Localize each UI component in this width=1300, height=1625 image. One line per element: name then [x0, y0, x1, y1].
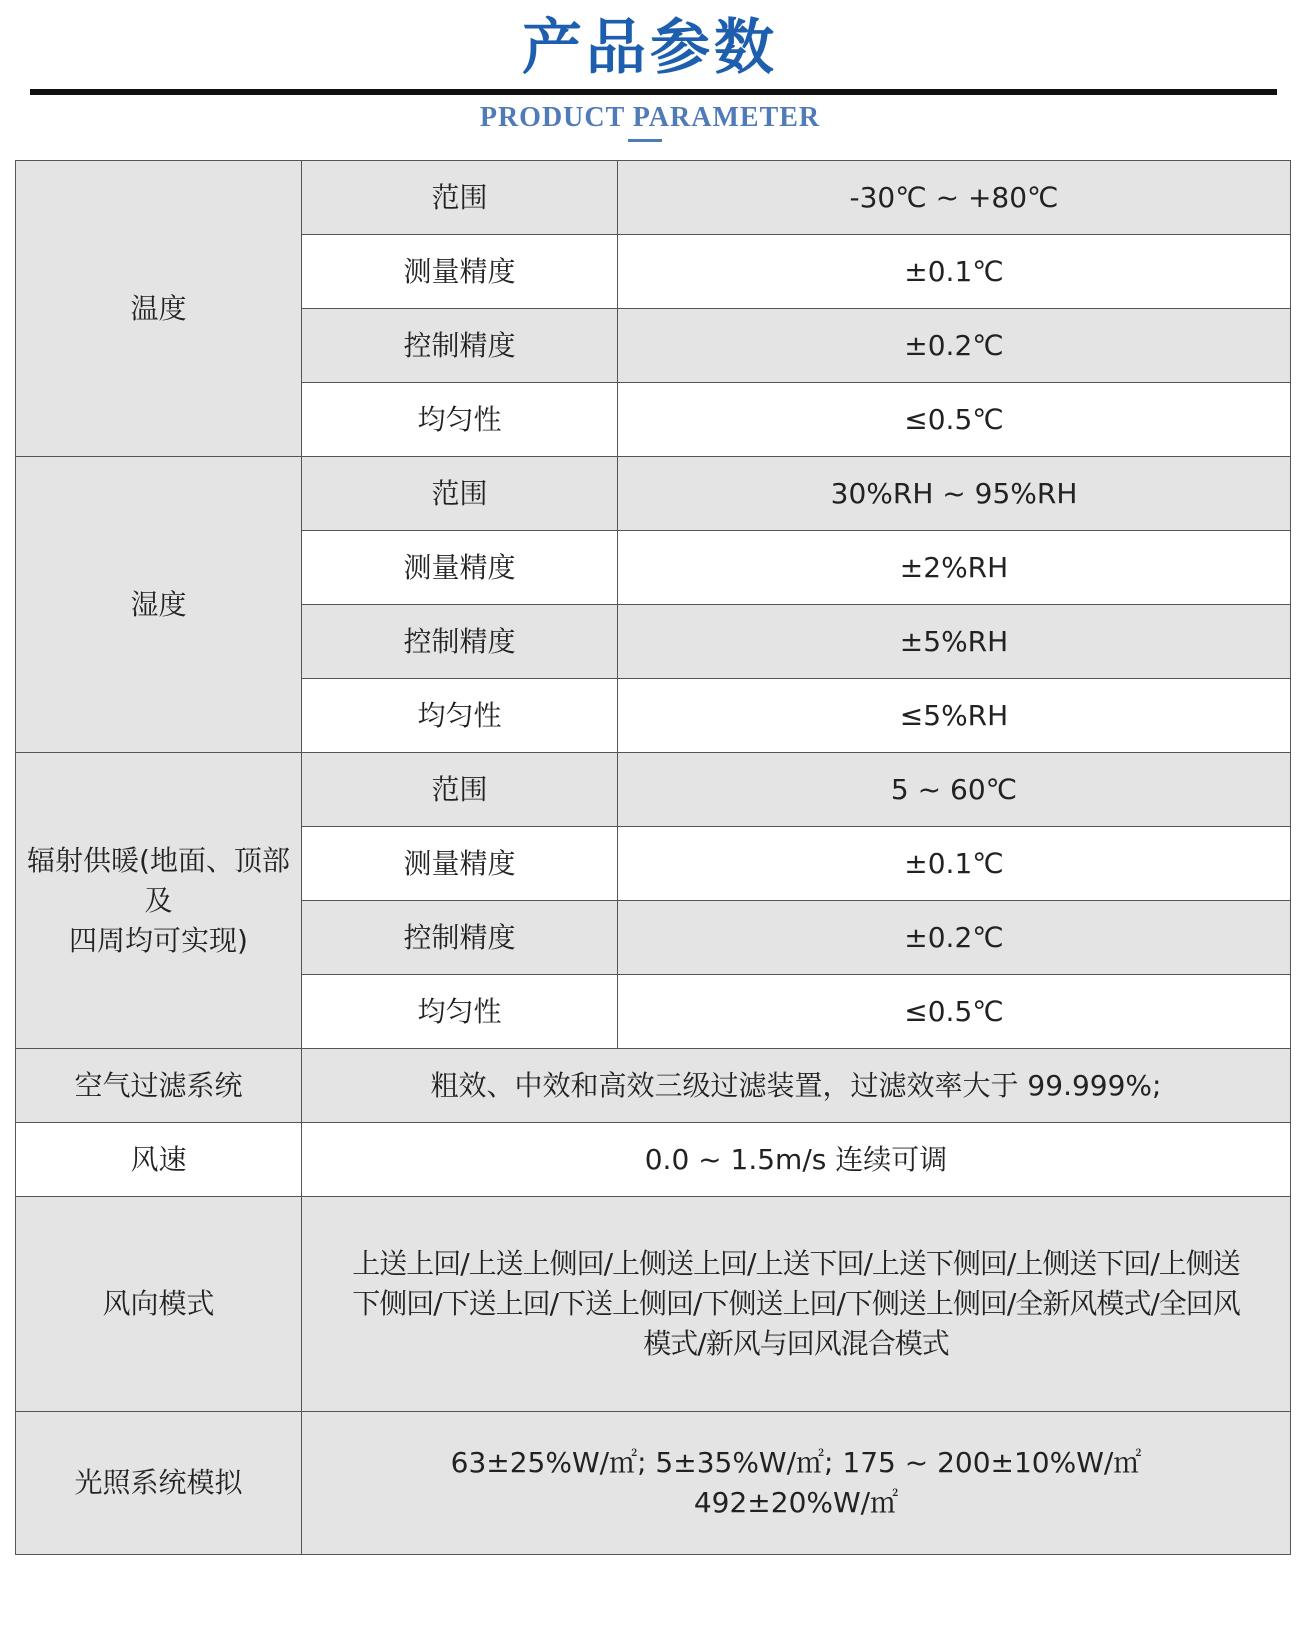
lighting-value — [302, 1412, 1291, 1555]
item-label: 测量精度 — [302, 235, 618, 309]
table-row — [16, 1197, 1291, 1412]
item-label: 范围 — [302, 457, 618, 531]
group-wind-speed: 风速 — [16, 1123, 302, 1197]
table-row — [16, 1049, 1291, 1123]
item-label: 控制精度 — [302, 901, 618, 975]
table-row — [16, 161, 1291, 235]
table-row — [16, 1412, 1291, 1555]
group-wind-direction: 风向模式 — [16, 1197, 302, 1412]
page-subtitle: PRODUCT PARAMETER — [479, 102, 821, 133]
item-value: ±0.2℃ — [618, 901, 1291, 975]
item-label: 均匀性 — [302, 383, 618, 457]
item-label: 测量精度 — [302, 531, 618, 605]
item-value: ±0.1℃ — [618, 235, 1291, 309]
page-title: 产品参数 — [522, 13, 778, 83]
item-value: ±5%RH — [618, 605, 1291, 679]
wind-direction-line: 模式/新风与回风混合模式 — [643, 1327, 949, 1360]
item-value: 5 ~ 60℃ — [618, 753, 1291, 827]
wind-direction-value — [302, 1197, 1291, 1412]
lighting-line: 492±20%W/㎡ — [693, 1486, 899, 1519]
item-label: 测量精度 — [302, 827, 618, 901]
item-label: 范围 — [302, 753, 618, 827]
item-value: ±0.2℃ — [618, 309, 1291, 383]
item-label: 范围 — [302, 161, 618, 235]
table-row — [16, 457, 1291, 531]
wind-direction-line: 上送上回/上送上侧回/上侧送上回/上送下回/上送下侧回/上侧送下回/上侧送 — [352, 1247, 1240, 1280]
item-label: 控制精度 — [302, 309, 618, 383]
group-lighting: 光照系统模拟 — [16, 1412, 302, 1555]
group-humidity: 湿度 — [16, 457, 302, 753]
item-label: 均匀性 — [302, 975, 618, 1049]
item-label: 均匀性 — [302, 679, 618, 753]
item-value: ≤0.5℃ — [618, 975, 1291, 1049]
table-row — [16, 1123, 1291, 1197]
table-row — [16, 753, 1291, 827]
group-label-line: 辐射供暖(地面、顶部及 — [27, 843, 290, 917]
item-value: ±2%RH — [618, 531, 1291, 605]
item-label: 控制精度 — [302, 605, 618, 679]
group-label-line: 四周均可实现) — [69, 923, 248, 957]
item-value: ≤5%RH — [618, 679, 1291, 753]
group-air-filter: 空气过滤系统 — [16, 1049, 302, 1123]
parameter-table — [15, 160, 1291, 1555]
wind-speed-value: 0.0 ~ 1.5m/s 连续可调 — [302, 1123, 1291, 1197]
item-value: ≤0.5℃ — [618, 383, 1291, 457]
title-divider — [30, 89, 1277, 95]
wind-direction-line: 下侧回/下送上回/下送上侧回/下侧送上回/下侧送上侧回/全新风模式/全回风 — [352, 1287, 1240, 1320]
air-filter-value: 粗效、中效和高效三级过滤装置，过滤效率大于 99.999%; — [302, 1049, 1291, 1123]
item-value: -30℃ ~ +80℃ — [618, 161, 1291, 235]
group-temperature: 温度 — [16, 161, 302, 457]
item-value: ±0.1℃ — [618, 827, 1291, 901]
group-radiant-heating — [16, 753, 302, 1049]
item-value: 30%RH ~ 95%RH — [618, 457, 1291, 531]
lighting-line: 63±25%W/㎡; 5±35%W/㎡; 175 ~ 200±10%W/㎡ — [450, 1446, 1142, 1479]
subtitle-underline — [628, 139, 662, 142]
